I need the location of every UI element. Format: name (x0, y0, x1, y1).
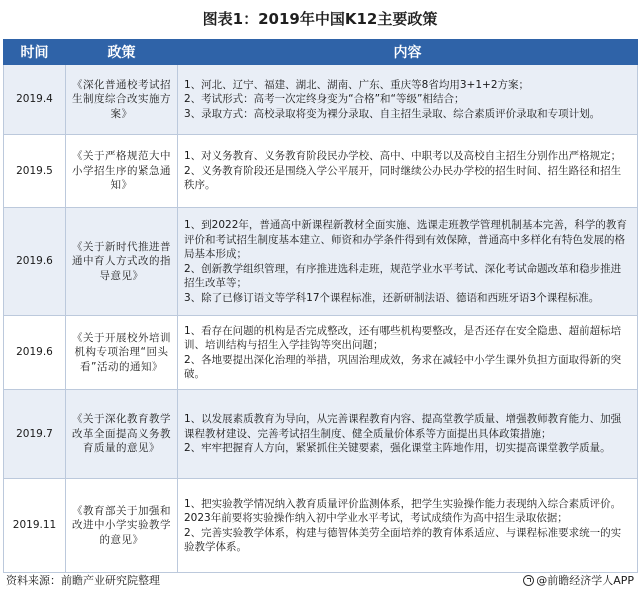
content-item: 3、除了已修订语文等学科17个课程标准，还新研制法语、德语和西班牙语3个课程标准。 (184, 291, 600, 304)
policy-cell: 《关于严格规范大中小学招生序的紧急通知》 (66, 135, 178, 208)
table-row (4, 316, 638, 390)
content-cell (178, 316, 638, 390)
content-item: 3、录取方式：高校录取将变为裸分录取、自主招生录取、综合素质评价录取和专项计划。 (184, 107, 601, 120)
content-cell (178, 479, 638, 573)
content-item: 1、对义务教育、义务教育阶段民办学校、高中、中职考以及高校自主招生分别作出严格规定； (184, 150, 622, 163)
content-item: 1、以发展素质教育为导向，从完善课程教育内容、提高堂教学质量、增强教师教育能力、加强课程教材建设、完善考试招生制度、健全质量价体系等方面提出具体政策措施； (184, 413, 622, 440)
policy-cell: 《关于深化教育教学改革全面提高义务教育质量的意见》 (66, 390, 178, 479)
time-cell: 2019.6 (4, 208, 66, 316)
policy-cell: 《教育部关于加强和改进中小学实验教学的意见》 (66, 479, 178, 573)
policy-cell: 《关于开展校外培训机构专项治理“回头看”活动的通知》 (66, 316, 178, 390)
content-item: 2、完善实验教学体系，构建与德智体美劳全面培养的教育体系适应、与课程标准要求统一的实验教学体系。 (184, 526, 622, 553)
policy-cell: 《关于新时代推进普通中育人方式改的指导意见》 (66, 208, 178, 316)
page-title: 图表1：2019年中国K12主要政策 (202, 10, 438, 28)
content-item: 1、看存在问题的机构是否完成整改，还有哪些机构要整改，是否还存在安全隐患、超前超标培训、培训结构与招生入学挂钩等突出问题； (184, 324, 622, 351)
table-row (4, 65, 638, 135)
table-header-row (4, 40, 638, 65)
header-time: 时间 (4, 40, 66, 65)
content-item: 2、创新教学组织管理，有序推进选科走班，规范学业水平考试、深化考试命题改革和稳步推进招生改革等； (184, 262, 622, 289)
content-item: 2、牢牢把握育人方向，紧紧抓住关键要素，强化课堂主阵地作用，切实提高课堂教学质量。 (184, 442, 611, 455)
content-cell (178, 135, 638, 208)
time-cell: 2019.5 (4, 135, 66, 208)
time-cell: 2019.7 (4, 390, 66, 479)
content-cell (178, 208, 638, 316)
time-cell: 2019.4 (4, 65, 66, 135)
source-note: 资料来源：前瞻产业研究院整理 (6, 574, 160, 587)
header-content: 内容 (178, 40, 638, 65)
content-item: 2、义务教育阶段还是围绕入学公平展开，同时继续公办民办学校的招生时间、招生路径和招生秩序。 (184, 164, 622, 192)
brand-credit (523, 572, 634, 590)
table-row (4, 479, 638, 573)
table-row (4, 135, 638, 208)
content-item: 1、把实验教学情况纳入教育质量评价监测体系，把学生实验操作能力表现纳入综合素质评价。2023年前要将实验操作纳入初中学业水平考试，考试成绩作为高中招生录取依据； (184, 497, 622, 524)
table-row (4, 390, 638, 479)
content-cell (178, 390, 638, 479)
content-item: 2、各地要提出深化治理的举措，巩固治理成效，务求在减轻中小学生课外负担方面取得新的突破。 (184, 353, 622, 380)
content-item: 2、考试形式：高考一次定终身变为“合格”和“等级”相结合； (184, 93, 465, 106)
time-cell: 2019.6 (4, 316, 66, 390)
policy-table (3, 39, 638, 573)
content-item: 1、河北、辽宁、福建、湖北、湖南、广东、重庆等8省均用3+1+2方案； (184, 78, 529, 91)
time-cell: 2019.11 (4, 479, 66, 573)
content-cell (178, 65, 638, 135)
table-row (4, 208, 638, 316)
footer (6, 572, 634, 590)
content-item: 1、到2022年，普通高中新课程新教材全面实施、选课走班教学管理机制基本完善，科学的教育评价和考试招生制度基本建立、师资和办学条件得到有效保障，普通高中多样化有特色发展的格局基本形成； (184, 219, 627, 260)
policy-cell: 《深化普通校考试招生制度综合改实施方案》 (66, 65, 178, 135)
header-policy: 政策 (66, 40, 178, 65)
brand-label: @前瞻经济学人APP (536, 574, 634, 587)
brand-logo-icon (523, 575, 534, 586)
